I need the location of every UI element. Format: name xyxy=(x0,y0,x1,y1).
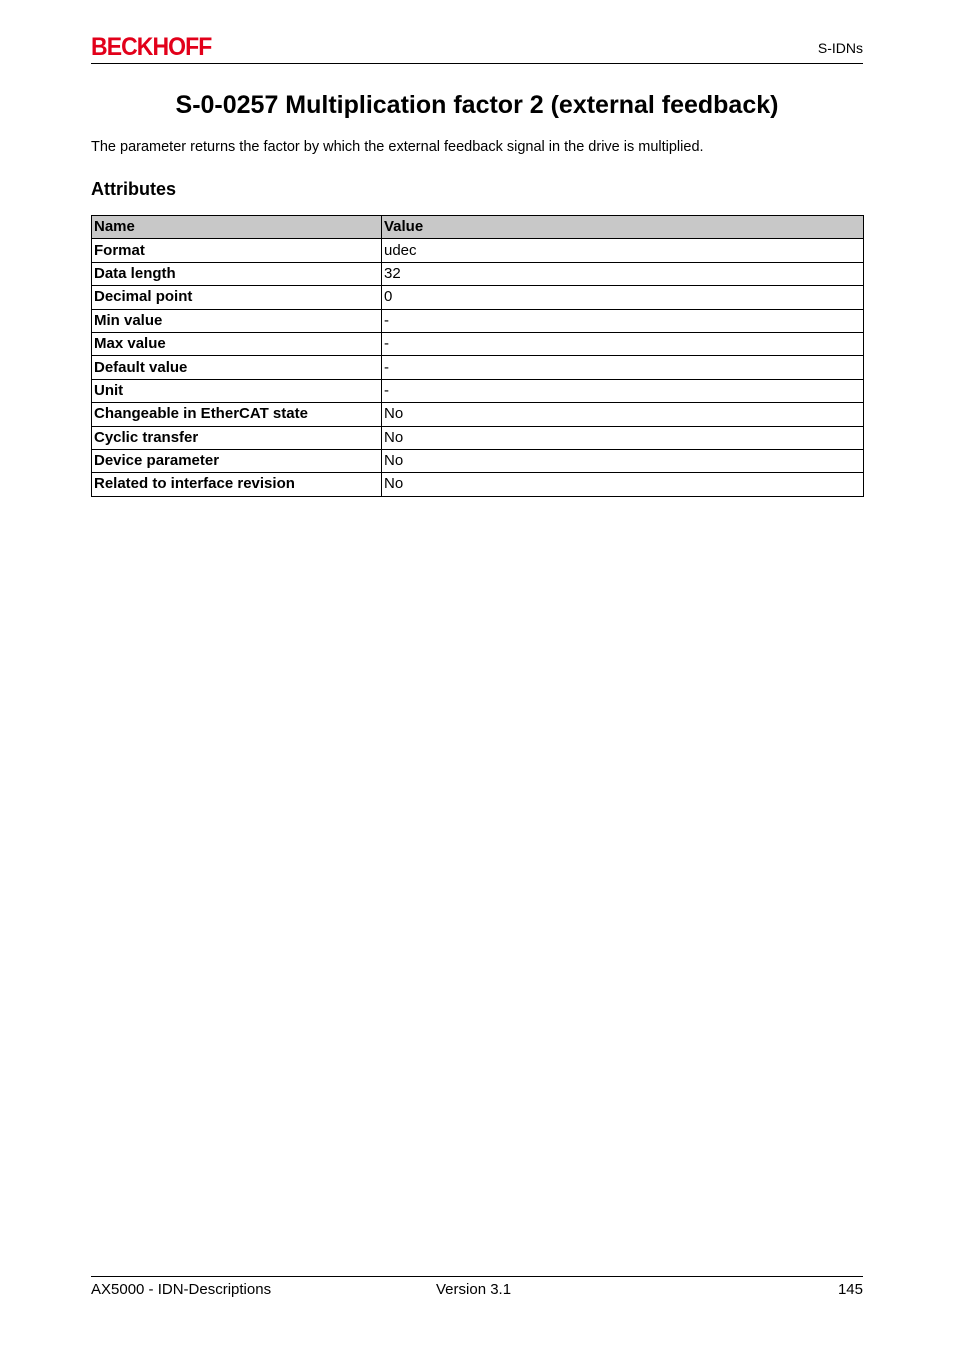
attribute-name: Format xyxy=(92,239,382,262)
attribute-name: Device parameter xyxy=(92,449,382,472)
attributes-heading: Attributes xyxy=(91,179,176,199)
attribute-name: Default value xyxy=(92,356,382,379)
table-row xyxy=(92,379,864,402)
table-row xyxy=(92,332,864,355)
attribute-value: - xyxy=(382,309,864,332)
table-row xyxy=(92,309,864,332)
page-title: S-0-0257 Multiplication factor 2 (external feedback) xyxy=(175,91,779,119)
footer-page-number: 145 xyxy=(837,1281,863,1298)
parameter-description: The parameter returns the factor by which the external feedback signal in the drive is multiplied. xyxy=(91,139,704,155)
table-row xyxy=(92,403,864,426)
attribute-value: - xyxy=(382,332,864,355)
column-header-name: Name xyxy=(92,216,382,239)
attribute-name: Related to interface revision xyxy=(92,473,382,496)
table-row xyxy=(92,449,864,472)
attribute-name: Changeable in EtherCAT state xyxy=(92,403,382,426)
column-header-value: Value xyxy=(382,216,864,239)
table-header-row xyxy=(92,216,864,239)
attribute-value: No xyxy=(382,449,864,472)
table-row xyxy=(92,286,864,309)
footer-version: Version 3.1 xyxy=(436,1281,512,1298)
table-row xyxy=(92,426,864,449)
attribute-value: No xyxy=(382,426,864,449)
table-row xyxy=(92,239,864,262)
attribute-value: udec xyxy=(382,239,864,262)
footer-divider xyxy=(91,1276,863,1277)
attribute-name: Max value xyxy=(92,332,382,355)
attributes-table xyxy=(91,215,864,497)
table-row xyxy=(92,356,864,379)
header-divider xyxy=(91,63,863,64)
attribute-name: Unit xyxy=(92,379,382,402)
section-label: S-IDNs xyxy=(817,40,863,56)
attribute-value: No xyxy=(382,403,864,426)
footer-document-title: AX5000 - IDN-Descriptions xyxy=(91,1281,272,1298)
attribute-name: Cyclic transfer xyxy=(92,426,382,449)
attribute-value: 32 xyxy=(382,262,864,285)
attribute-value: No xyxy=(382,473,864,496)
table-row xyxy=(92,262,864,285)
attribute-name: Data length xyxy=(92,262,382,285)
attribute-name: Min value xyxy=(92,309,382,332)
table-row xyxy=(92,473,864,496)
brand-logo: BECKHOFF xyxy=(91,33,212,61)
attribute-value: - xyxy=(382,379,864,402)
attribute-value: 0 xyxy=(382,286,864,309)
attribute-name: Decimal point xyxy=(92,286,382,309)
attribute-value: - xyxy=(382,356,864,379)
